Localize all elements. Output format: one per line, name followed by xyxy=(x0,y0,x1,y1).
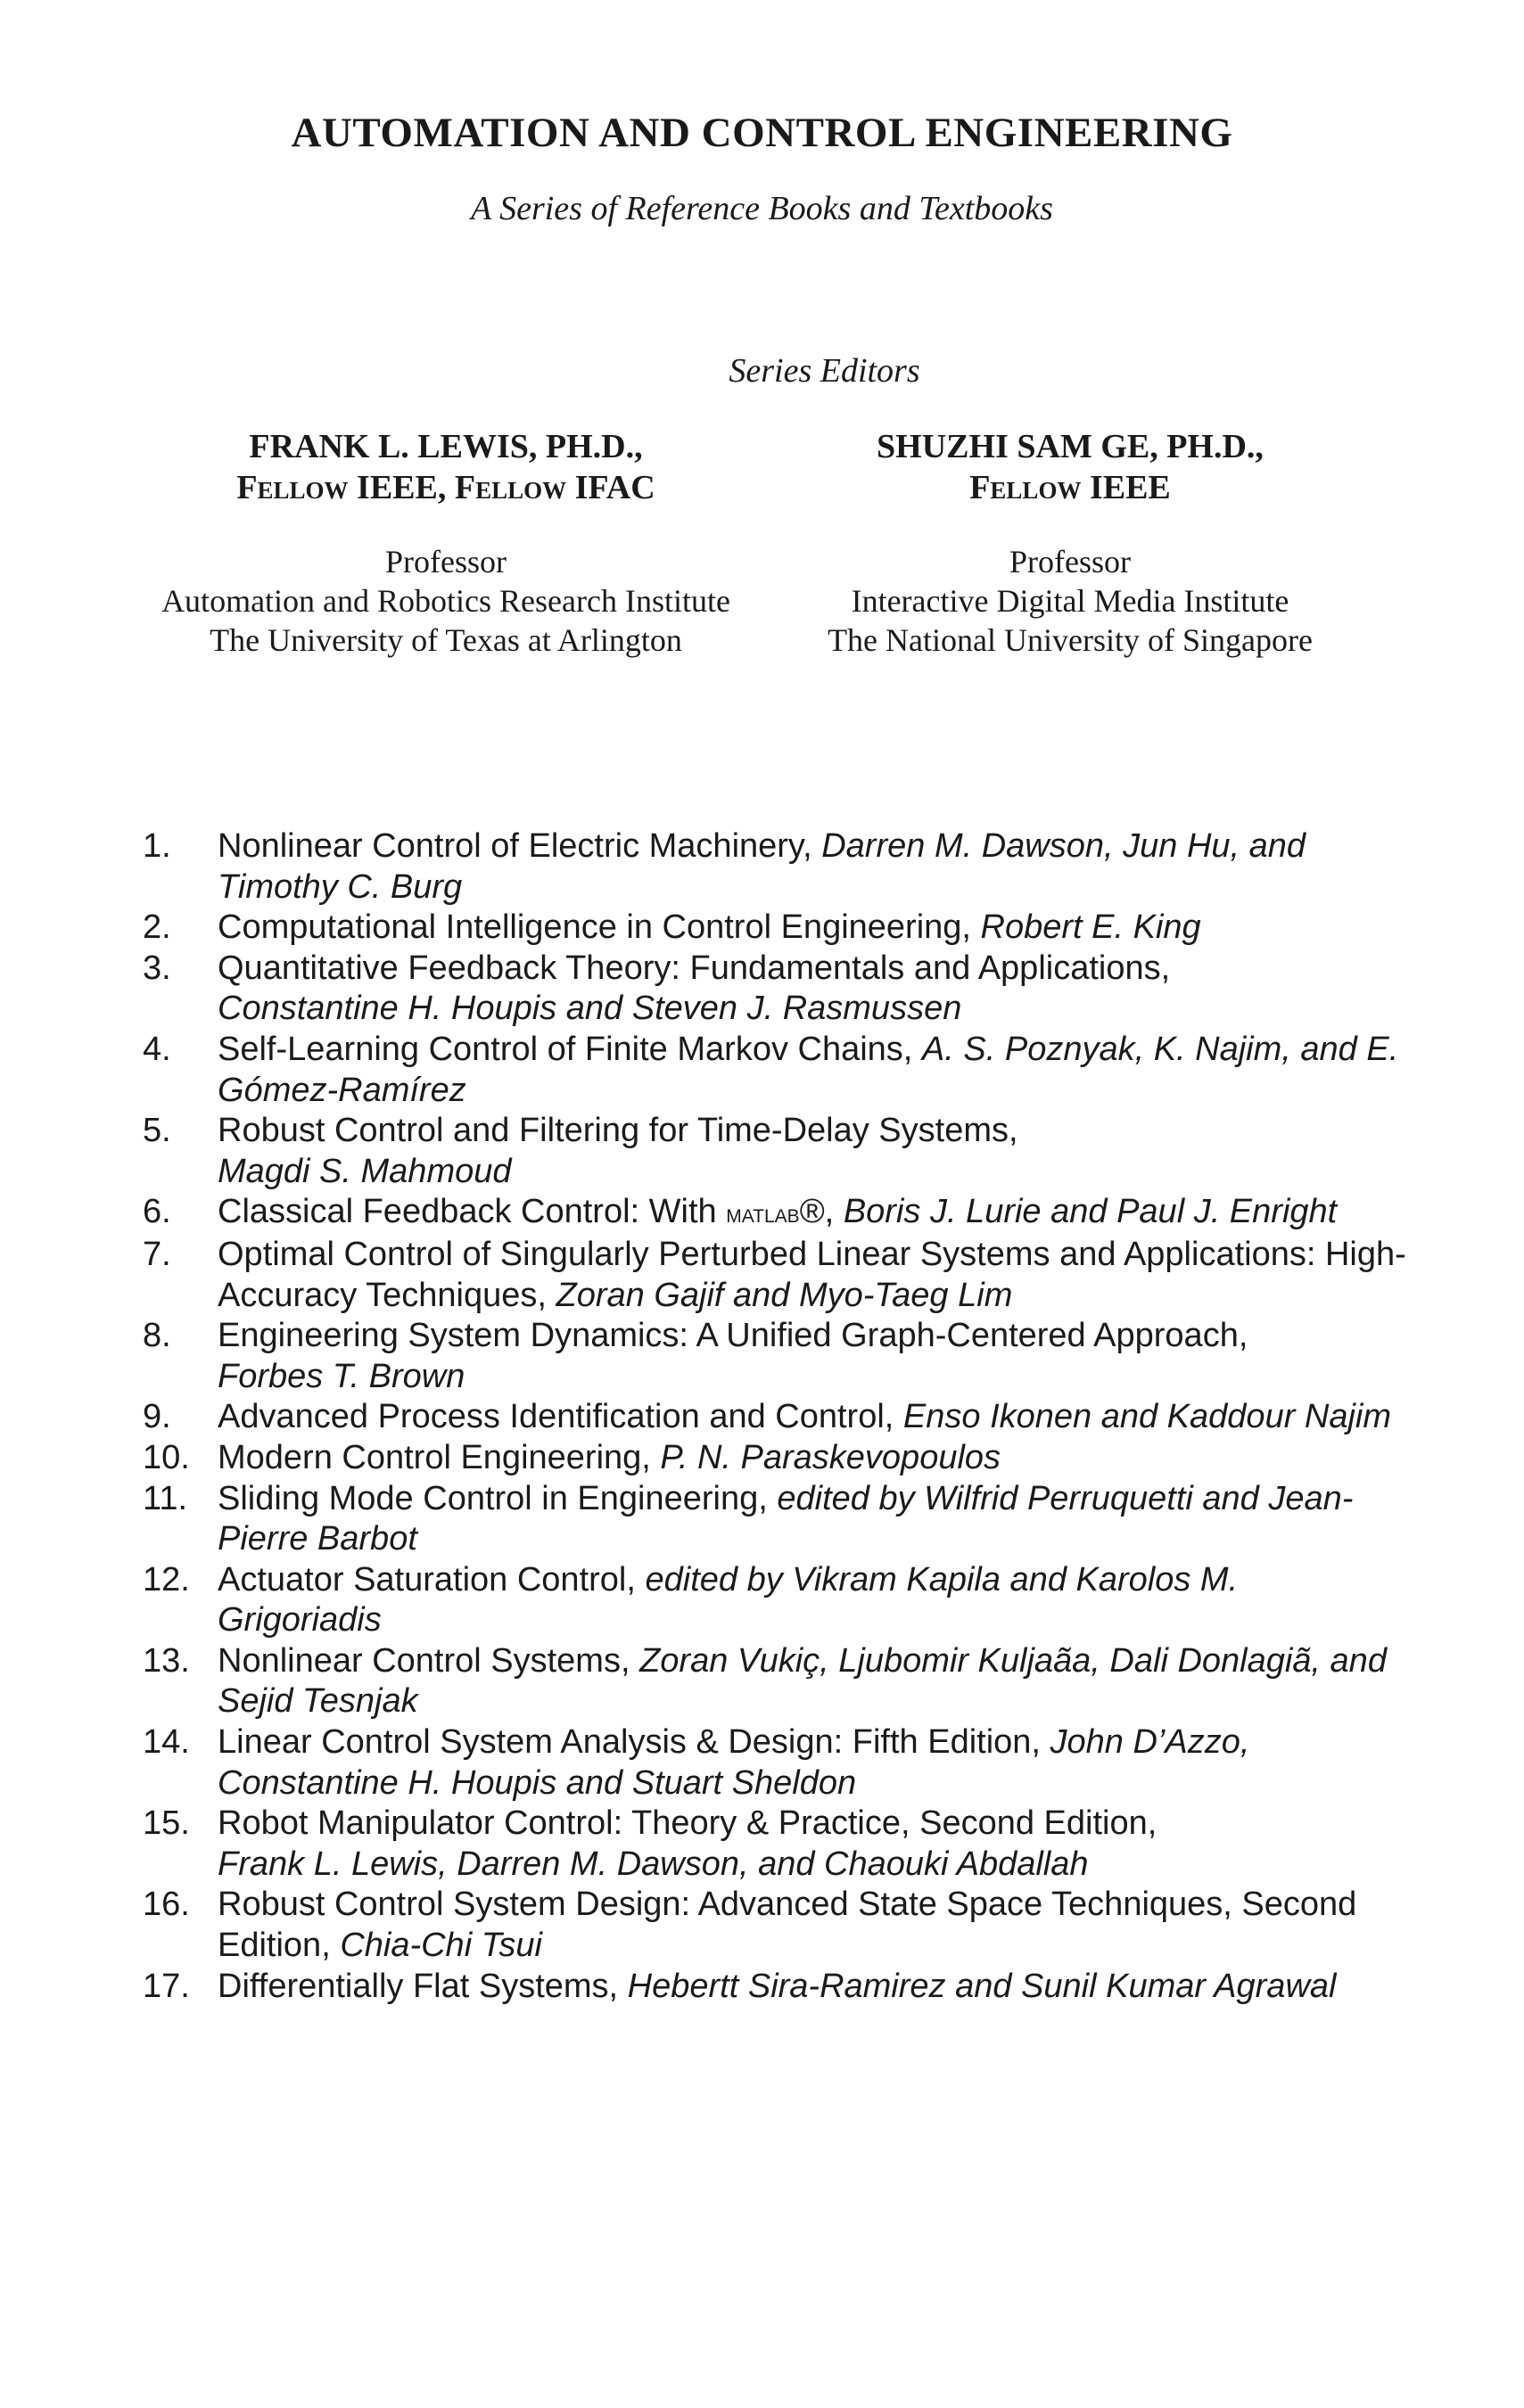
book-item xyxy=(143,1967,1409,2008)
book-authors: Chia-Chi Tsui xyxy=(340,1927,542,1965)
book-number: 5. xyxy=(143,1112,171,1150)
book-title: Advanced Process Identification and Control, xyxy=(218,1398,894,1436)
book-authors: Hebertt Sira-Ramirez and Sunil Kumar Agrawal xyxy=(627,1967,1337,2005)
book-title: Robot Manipulator Control: Theory & Practice, Second Edition, xyxy=(218,1804,1157,1843)
book-number: 4. xyxy=(143,1030,171,1068)
editors-heading: Series Editors xyxy=(729,352,920,390)
book-authors: Magdi S. Mahmoud xyxy=(218,1152,512,1190)
book-authors: Forbes T. Brown xyxy=(218,1357,465,1395)
book-authors: John D’Azzo, Constantine H. Houpis and Stuart Sheldon xyxy=(218,1723,1250,1802)
book-number: 3. xyxy=(143,949,171,987)
book-number: 17. xyxy=(143,1967,190,2005)
editor-title: Professor xyxy=(385,544,507,579)
editor-name: FRANK L. LEWIS, PH.D., xyxy=(249,428,643,465)
book-number: 13. xyxy=(143,1641,190,1680)
book-authors: Robert E. King xyxy=(980,908,1201,947)
book-title: Differentially Flat Systems, xyxy=(218,1967,619,2005)
series-title: AUTOMATION AND CONTROL ENGINEERING xyxy=(291,110,1233,156)
editor-fellowship: Fellow IEEE xyxy=(969,469,1171,506)
book-item xyxy=(143,1885,1409,1966)
book-authors: edited by Vikram Kapila and Karolos M. Grigoriadis xyxy=(218,1560,1239,1640)
book-item xyxy=(143,1479,1409,1560)
book-authors: Zoran Gajif and Myo-Taeg Lim xyxy=(556,1276,1013,1314)
book-number: 12. xyxy=(143,1560,190,1598)
book-item xyxy=(143,826,1409,908)
book-number: 11. xyxy=(143,1479,188,1517)
book-item xyxy=(143,1192,1409,1235)
book-number: 2. xyxy=(143,908,171,947)
book-title: Robust Control and Filtering for Time-Delay Systems, xyxy=(218,1112,1018,1150)
editor-block-lewis xyxy=(134,426,758,660)
book-number: 10. xyxy=(143,1438,190,1476)
series-subtitle: A Series of Reference Books and Textbooks xyxy=(471,190,1053,227)
book-title: Linear Control System Analysis & Design: Fifth Edition, xyxy=(218,1723,1041,1762)
editor-university: The University of Texas at Arlington xyxy=(210,622,682,658)
book-title-smallcaps: matlab xyxy=(726,1199,800,1229)
book-title xyxy=(218,1193,834,1230)
book-item xyxy=(143,1804,1409,1885)
book-title: Nonlinear Control of Electric Machinery, xyxy=(218,827,812,865)
book-item xyxy=(143,908,1409,949)
editor-name: SHUZHI SAM GE, PH.D., xyxy=(877,428,1264,465)
book-item xyxy=(143,1560,1409,1641)
book-item xyxy=(143,1722,1409,1804)
book-title: Engineering System Dynamics: A Unified Graph-Centered Approach, xyxy=(218,1317,1248,1355)
book-title: Robust Control System Design: Advanced State Space Techniques, Second Edition, xyxy=(218,1886,1357,1965)
book-item xyxy=(143,1641,1409,1722)
book-authors: Zoran Vukiç, Ljubomir Kuljaãa, Dali Donlagiã, and Sejid Tesnjak xyxy=(218,1641,1387,1721)
book-number: 16. xyxy=(143,1886,190,1924)
book-authors: A. S. Poznyak, K. Najim, and E. Gómez-Ramírez xyxy=(218,1030,1399,1109)
book-item xyxy=(143,1235,1409,1316)
book-item xyxy=(143,1111,1409,1192)
book-title-text: Classical Feedback Control: With xyxy=(218,1193,727,1231)
book-item xyxy=(143,1316,1409,1397)
book-number: 1. xyxy=(143,827,171,865)
book-title: Quantitative Feedback Theory: Fundamentals and Applications, xyxy=(218,949,1171,987)
book-number: 15. xyxy=(143,1804,190,1843)
book-authors: Boris J. Lurie and Paul J. Enright xyxy=(843,1193,1338,1231)
book-item xyxy=(143,1030,1409,1111)
book-authors: Darren M. Dawson, Jun Hu, and Timothy C. Burg xyxy=(218,827,1306,906)
editor-university: The National University of Singapore xyxy=(828,622,1313,658)
book-authors: Enso Ikonen and Kaddour Najim xyxy=(902,1398,1392,1436)
book-title: Nonlinear Control Systems, xyxy=(218,1641,630,1680)
book-title: Computational Intelligence in Control Engineering, xyxy=(218,908,971,947)
book-item xyxy=(143,1438,1409,1479)
book-authors: edited by Wilfrid Perruquetti and Jean-Pierre Barbot xyxy=(218,1479,1354,1558)
book-title: Self-Learning Control of Finite Markov Chains, xyxy=(218,1030,913,1068)
editor-institute: Interactive Digital Media Institute xyxy=(851,583,1289,619)
editor-title: Professor xyxy=(1009,544,1131,579)
book-title-suffix: ®, xyxy=(799,1193,835,1231)
book-list xyxy=(143,826,1409,2007)
book-number: 6. xyxy=(143,1193,171,1231)
book-item xyxy=(143,1397,1409,1438)
book-authors: P. N. Paraskevopoulos xyxy=(660,1438,1001,1476)
editor-institute: Automation and Robotics Research Institute xyxy=(161,583,730,619)
book-title: Optimal Control of Singularly Perturbed Linear Systems and Applications: High-Accuracy Techniques, xyxy=(218,1235,1406,1314)
book-title: Sliding Mode Control in Engineering, xyxy=(218,1479,768,1517)
book-title: Actuator Saturation Control, xyxy=(218,1560,636,1598)
book-title: Modern Control Engineering, xyxy=(218,1438,651,1476)
book-number: 8. xyxy=(143,1317,171,1355)
book-authors: Frank L. Lewis, Darren M. Dawson, and Chaouki Abdallah xyxy=(218,1845,1089,1883)
book-number: 14. xyxy=(143,1723,190,1762)
book-authors: Constantine H. Houpis and Steven J. Rasmussen xyxy=(218,990,962,1028)
book-number: 9. xyxy=(143,1398,171,1436)
book-number: 7. xyxy=(143,1235,171,1273)
editor-block-ge xyxy=(785,426,1355,660)
book-item xyxy=(143,949,1409,1030)
editor-fellowship: Fellow IEEE, Fellow IFAC xyxy=(236,469,655,506)
